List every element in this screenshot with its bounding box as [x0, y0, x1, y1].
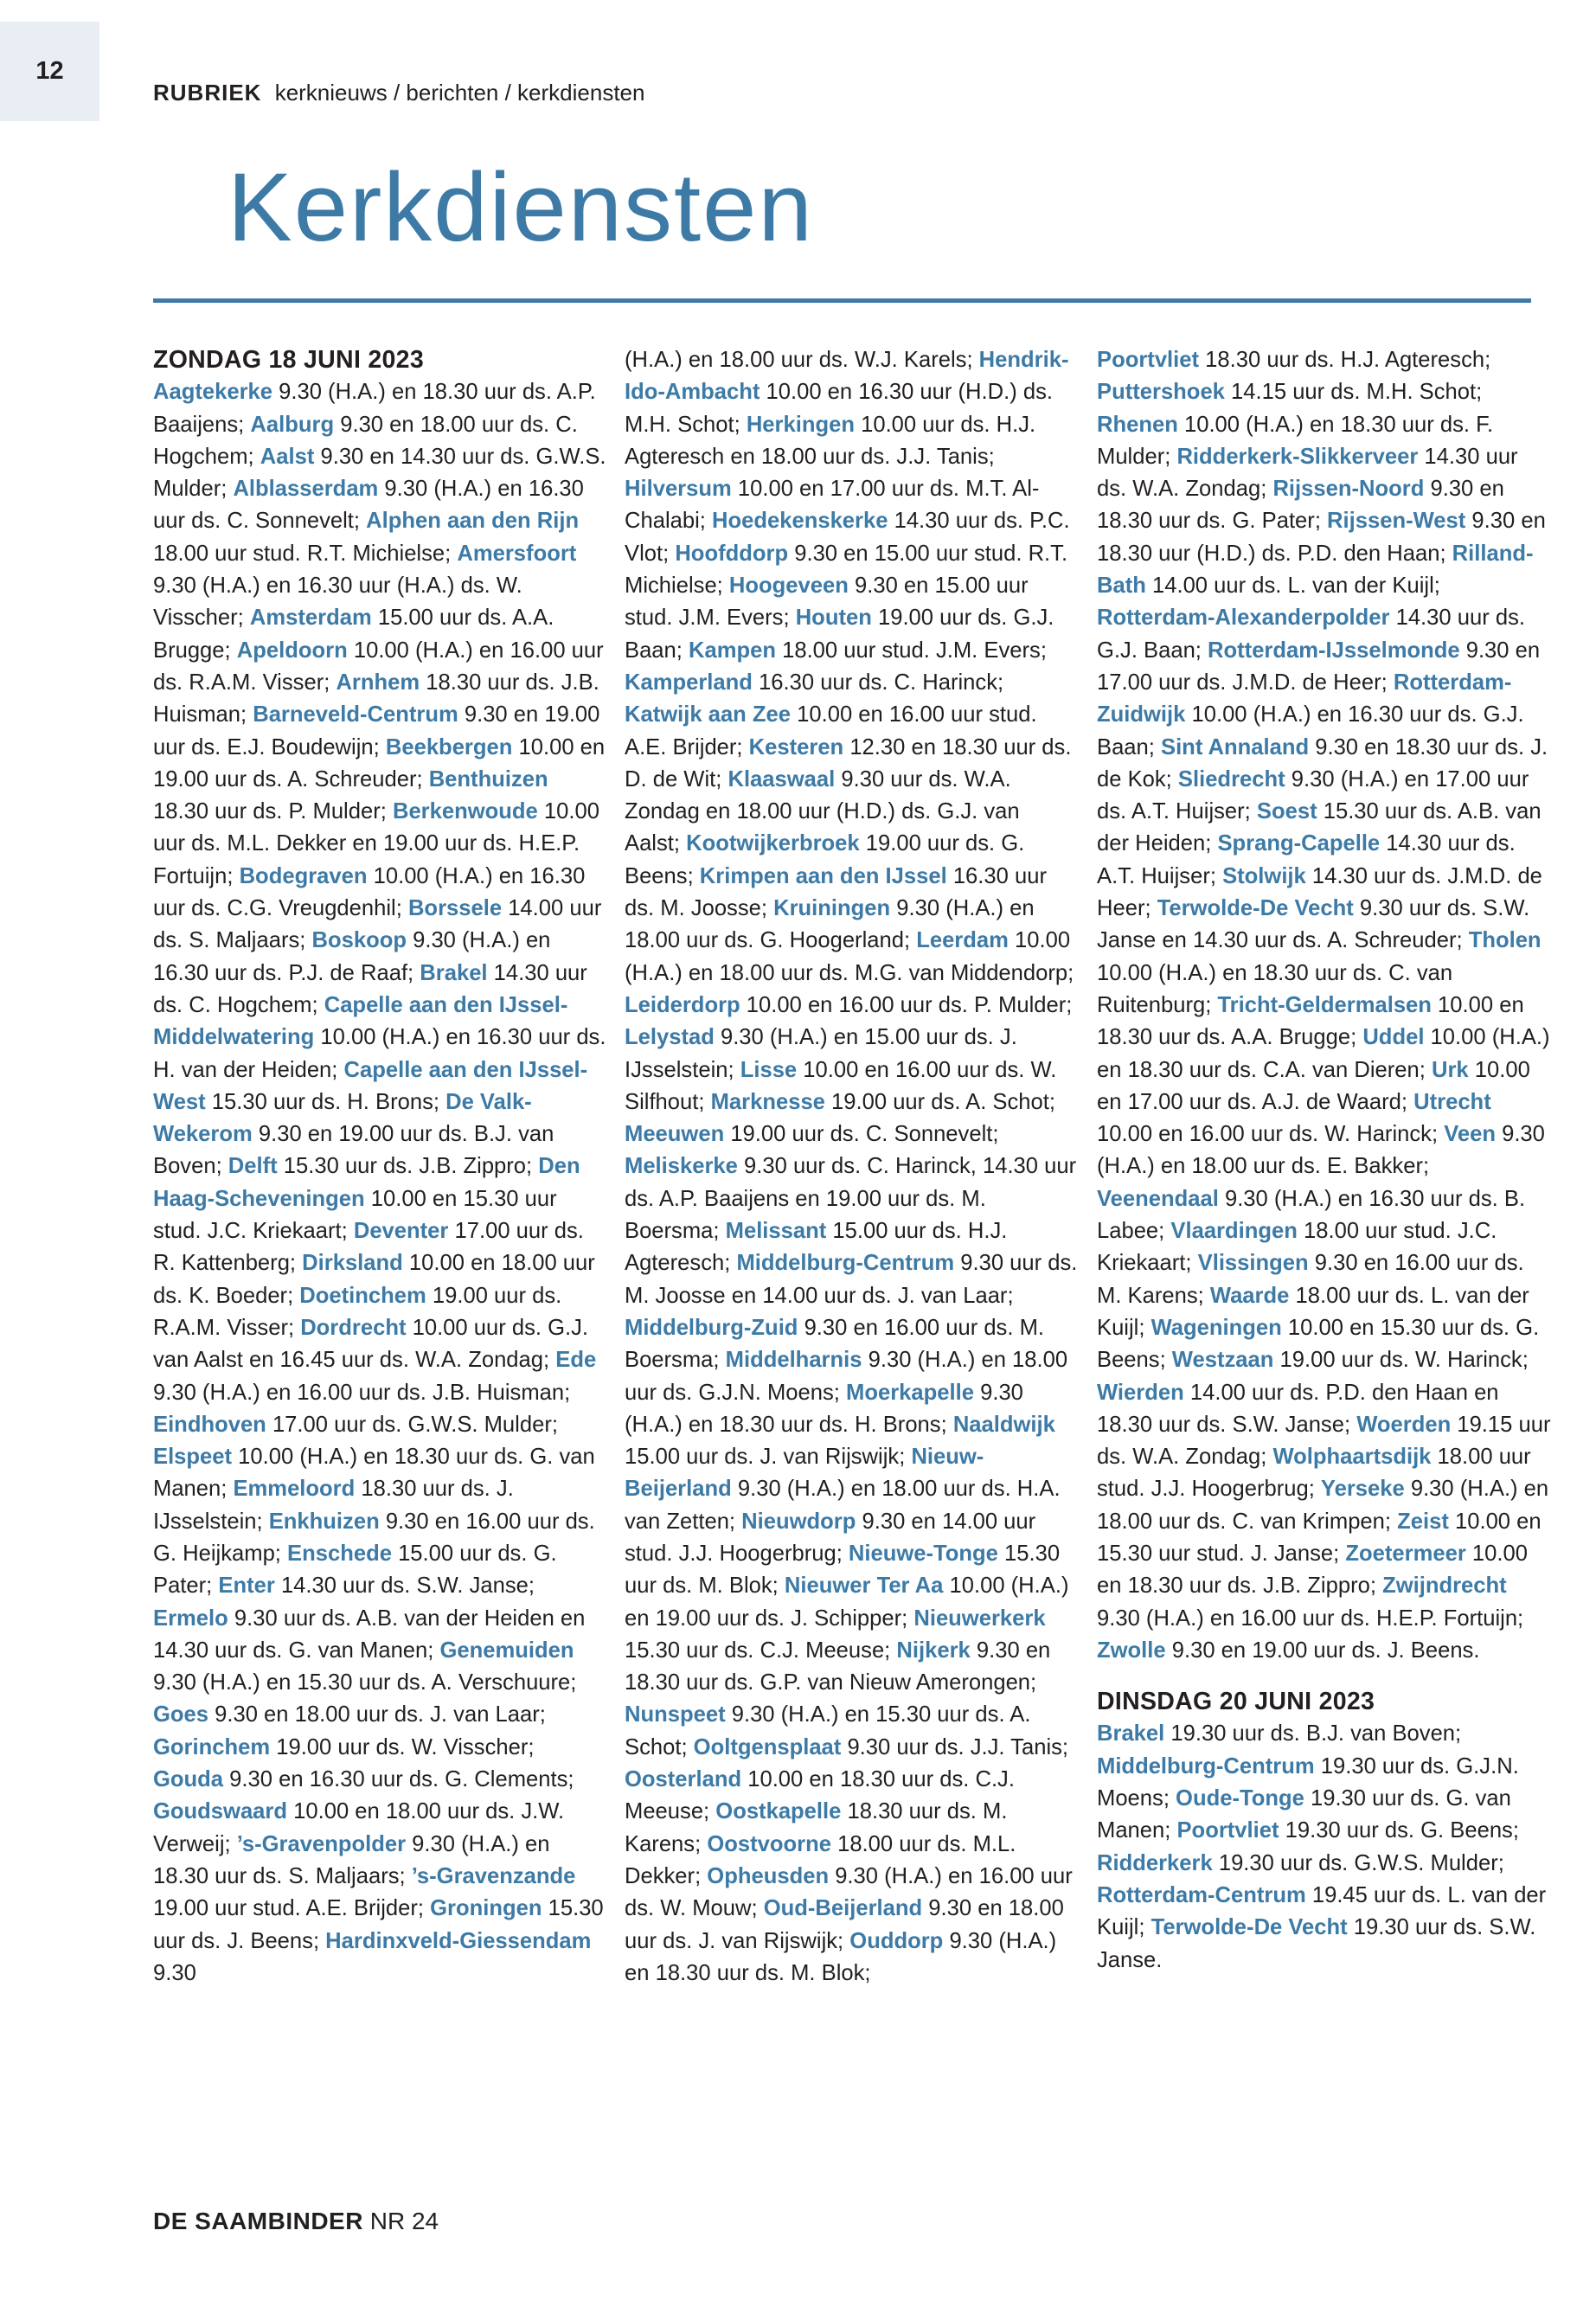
column-2 — [625, 344, 1079, 1990]
service-details: 18.30 uur ds. H.J. Agteresch; — [1199, 348, 1491, 372]
place-name: Ede — [555, 1348, 597, 1373]
service-details: 10.00 en 18.00 uur ds. J.W. Verweij; — [153, 1799, 565, 1856]
place-name: Nijkerk — [896, 1638, 971, 1663]
service-details: 19.30 uur ds. G.J.N. Moens; — [1097, 1753, 1519, 1811]
service-details: 9.30 (H.A.) en 18.00 uur ds. C. van Krimpen; — [1097, 1477, 1549, 1534]
place-name: Katwijk aan Zee — [625, 702, 792, 727]
place-name: Amersfoort — [457, 541, 577, 566]
place-name: Enkhuizen — [268, 1509, 380, 1534]
place-name: Dordrecht — [300, 1315, 407, 1340]
place-name: Tholen — [1468, 928, 1542, 953]
place-name: Nieuwe-Tonge — [848, 1541, 998, 1566]
place-name: Kruiningen — [773, 896, 891, 921]
place-name: Terwolde-De Vecht — [1157, 896, 1354, 921]
service-details: 18.00 uur ds. M.L. Dekker; — [625, 1831, 1016, 1888]
place-name: ’s-Gravenzande — [411, 1863, 576, 1888]
service-details: 10.00 en 15.30 uur stud. J. Janse; — [1097, 1509, 1542, 1566]
service-details: 9.30 en 18.00 uur ds. J. van Laar; — [208, 1702, 546, 1727]
service-details: 19.15 uur ds. W.A. Zondag; — [1097, 1412, 1551, 1470]
service-details: 10.00 (H.A.) en 16.30 uur ds. C.G. Vreugdenhil; — [153, 863, 586, 921]
service-details: 9.30 (H.A.) en 18.30 uur ds. H. Brons; — [625, 1380, 1023, 1437]
service-details: 10.00 (H.A.) en 16.00 uur ds. R.A.M. Visser; — [153, 638, 604, 695]
service-details: 18.00 uur stud. J.J. Hoogerbrug; — [1097, 1445, 1531, 1502]
place-name: Oostkapelle — [715, 1799, 842, 1824]
service-details: 9.30 en 15.00 uur stud. R.T. Michielse; — [625, 541, 1068, 599]
service-details: 9.30 (H.A.) en 18.00 uur ds. E. Bakker; — [1097, 1122, 1545, 1179]
service-details: 9.30 (H.A.) en 16.30 uur (H.A.) ds. W. Visscher; — [153, 574, 522, 631]
service-details: 9.30 en 19.00 uur ds. J. Beens. — [1165, 1638, 1480, 1663]
service-details: 9.30 en 16.00 uur ds. M. Boersma; — [625, 1315, 1045, 1373]
place-name: Goudswaard — [153, 1799, 288, 1824]
service-details: 17.00 uur ds. G.W.S. Mulder; — [266, 1412, 558, 1437]
service-details: 9.30 (H.A.) en 15.30 uur ds. A. Schot; — [625, 1702, 1031, 1759]
place-name: Ridderkerk-Slikkerveer — [1176, 444, 1419, 469]
issue-number: NR 24 — [369, 2208, 439, 2234]
place-name: Enter — [218, 1574, 275, 1599]
service-details: 17.00 uur ds. R. Kattenberg; — [153, 1219, 584, 1276]
service-details: 9.30 en 15.00 uur stud. J.M. Evers; — [625, 574, 1029, 631]
service-details: 14.00 uur ds. S. Maljaars; — [153, 896, 602, 953]
service-details: 16.30 uur ds. C. Harinck; — [752, 670, 1004, 695]
service-details: 14.30 uur ds. S.W. Janse; — [274, 1574, 535, 1599]
service-details: 10.00 (H.A.) en 18.00 uur ds. M.G. van Middendorp; — [625, 928, 1074, 985]
service-details: 10.00 en 18.30 uur ds. C.J. Meeuse; — [625, 1767, 1015, 1824]
service-details: 9.30 (H.A.) en 18.00 uur ds. H.A. van Zetten; — [625, 1477, 1061, 1534]
service-details: 19.00 uur ds. A. Schot; — [824, 1089, 1055, 1114]
place-name: Waarde — [1209, 1283, 1290, 1308]
service-details: 9.30 en 19.00 uur ds. E.J. Boudewijn; — [153, 702, 600, 760]
service-details: 9.30 uur ds. C. Harinck, 14.30 uur ds. A.P. Baaijens en 19.00 uur ds. M. Boersma; — [625, 1154, 1077, 1244]
service-details: 9.30 (H.A.) en 16.00 uur ds. H.E.P. Fortuijn; — [1097, 1606, 1524, 1631]
service-details: 14.00 uur ds. P.D. den Haan en 18.30 uur ds. S.W. Janse; — [1097, 1380, 1499, 1437]
place-name: Rotterdam-Zuidwijk — [1097, 670, 1512, 727]
place-name: Vlaardingen — [1170, 1219, 1298, 1244]
service-details: 9.30 (H.A.) en 18.30 uur ds. M. Blok; — [625, 1928, 1057, 1985]
service-details: 10.00 (H.A.) en 19.00 uur ds. J. Schipper; — [625, 1574, 1069, 1631]
service-details: 18.00 uur stud. J.M. Evers; — [775, 638, 1047, 663]
service-details: 10.00 uur ds. M.L. Dekker en 19.00 uur ds. H.E.P. Fortuijn; — [153, 799, 599, 888]
service-details: 10.00 (H.A.) en 18.30 uur ds. C.A. van Dieren; — [1097, 1025, 1550, 1082]
place-name: Kesteren — [748, 734, 844, 760]
service-details: 14.30 uur ds. J.M.D. de Heer; — [1097, 863, 1542, 921]
service-details: 18.00 uur ds. L. van der Kuijl; — [1097, 1283, 1529, 1340]
place-name: Apeldoorn — [236, 638, 348, 663]
service-details: 9.30 en 19.00 uur ds. B.J. van Boven; — [153, 1122, 554, 1179]
place-name: Houten — [795, 606, 872, 631]
service-details: 10.00 en 16.00 uur ds. W. Harinck; — [1097, 1122, 1445, 1147]
place-name: Nieuw-Beijerland — [625, 1445, 984, 1502]
place-name: Alphen aan den Rijn — [366, 509, 580, 534]
service-details: 10.00 uur ds. G.J. van Aalst en 16.45 uur ds. W.A. Zondag; — [153, 1315, 589, 1373]
footer — [153, 2208, 439, 2235]
service-details: 10.00 (H.A.) en 16.30 uur ds. H. van der Heiden; — [153, 1025, 606, 1082]
service-details: 9.30 uur ds. A.B. van der Heiden en 14.30 uur ds. G. van Manen; — [153, 1606, 586, 1663]
service-details: 10.00 en 18.00 uur ds. K. Boeder; — [153, 1251, 595, 1308]
service-details: 14.15 uur ds. M.H. Schot; — [1224, 380, 1483, 405]
breadcrumb: kerknieuws / berichten / kerkdiensten — [274, 80, 645, 106]
service-details: 19.30 uur ds. G.W.S. Mulder; — [1212, 1850, 1504, 1875]
column-3 — [1097, 344, 1551, 1977]
service-details: 15.00 uur ds. A.A. Brugge; — [153, 606, 554, 663]
place-name: Rijssen-West — [1327, 509, 1466, 534]
service-details: 9.30 en 17.00 uur ds. J.M.D. de Heer; — [1097, 638, 1541, 695]
place-name: Capelle aan den IJssel-West — [153, 1057, 588, 1114]
place-name: Aagtekerke — [153, 380, 273, 405]
place-name: Sint Annaland — [1161, 734, 1310, 760]
place-name: Middelburg-Centrum — [1097, 1753, 1315, 1779]
place-name: Gorinchem — [153, 1734, 271, 1759]
place-name: Bodegraven — [239, 863, 368, 888]
service-details: 9.30 en 18.00 uur ds. C. Hogchem; — [153, 412, 578, 469]
service-details: 9.30 en 16.30 uur ds. G. Clements; — [223, 1767, 574, 1792]
place-name: Opheusden — [707, 1863, 830, 1888]
place-name: Oosterland — [625, 1767, 742, 1792]
place-name: Lisse — [740, 1057, 798, 1082]
service-details: 9.30 uur ds. S.W. Janse en 14.30 uur ds. A. Schreuder; — [1097, 896, 1530, 953]
place-name: Middelburg-Zuid — [625, 1315, 798, 1340]
service-details: 9.30 — [153, 1960, 196, 1985]
place-name: Oud-Beijerland — [763, 1896, 923, 1921]
service-details: 10.00 en 17.00 uur ds. M.T. Al-Chalabi; — [625, 477, 1040, 534]
place-name: Dirksland — [302, 1251, 403, 1276]
service-details: 9.30 en 16.00 uur ds. M. Karens; — [1097, 1251, 1524, 1308]
service-listing — [1097, 344, 1551, 1667]
place-name: Emmeloord — [233, 1477, 356, 1502]
place-name: Doetinchem — [299, 1283, 426, 1308]
service-details: 9.30 en 18.30 uur ds. J. de Kok; — [1097, 734, 1548, 792]
place-name: Lelystad — [625, 1025, 715, 1050]
service-details: 19.00 uur ds. G. Beens; — [625, 831, 1025, 888]
service-details: 9.30 (H.A.) en 18.00 uur ds. G.J.N. Moens; — [625, 1348, 1068, 1405]
place-name: Hendrik-Ido-Ambacht — [625, 348, 1069, 405]
service-details: 10.00 en 16.00 uur ds. W. Silfhout; — [625, 1057, 1057, 1114]
service-details: 19.00 uur ds. C. Sonnevelt; — [724, 1122, 999, 1147]
service-details: 9.30 en 18.30 uur ds. G.P. van Nieuw Amerongen; — [625, 1638, 1051, 1695]
place-name: Elspeet — [153, 1445, 233, 1470]
place-name: Middelharnis — [725, 1348, 862, 1373]
service-details: 10.00 en 15.30 uur stud. J.C. Kriekaart; — [153, 1186, 557, 1244]
place-name: Zwijndrecht — [1382, 1574, 1507, 1599]
service-details: 9.30 uur ds. W.A. Zondag en 18.00 uur (H.D.) ds. G.J. van Aalst; — [625, 766, 1020, 856]
service-details: 19.30 uur ds. G. Beens; — [1279, 1818, 1519, 1843]
place-name: Stolwijk — [1222, 863, 1306, 888]
place-name: Kootwijkerbroek — [686, 831, 860, 856]
place-name: Ridderkerk — [1097, 1850, 1213, 1875]
place-name: Den Haag-Scheveningen — [153, 1154, 580, 1211]
place-name: Soest — [1256, 799, 1317, 824]
service-details: 10.00 en 18.30 uur ds. J.B. Zippro; — [1097, 1541, 1528, 1599]
service-details: 15.30 uur ds. A.B. van der Heiden; — [1097, 799, 1542, 856]
place-name: Berkenwoude — [392, 799, 538, 824]
place-name: Yerseke — [1320, 1477, 1405, 1502]
place-name: Rotterdam-Centrum — [1097, 1882, 1306, 1907]
place-name: Arnhem — [336, 670, 420, 695]
service-details: 10.00 en 16.30 uur (H.D.) ds. M.H. Schot; — [625, 380, 1053, 437]
place-name: Delft — [228, 1154, 278, 1179]
place-name: Hardinxveld-Giessendam — [325, 1928, 592, 1953]
service-details: 18.30 uur ds. J. IJsselstein; — [153, 1477, 514, 1534]
place-name: Kampen — [689, 638, 776, 663]
service-details: 10.00 (H.A.) en 16.30 uur ds. G.J. Baan; — [1097, 702, 1524, 760]
place-name: De Valk-Wekerom — [153, 1089, 532, 1147]
place-name: Sprang-Capelle — [1217, 831, 1381, 856]
place-name: Brakel — [420, 960, 488, 985]
place-name: Melissant — [725, 1219, 827, 1244]
place-name: Oostvoorne — [707, 1831, 831, 1856]
service-details: 9.30 (H.A.) en 18.00 uur ds. G. Hoogerland; — [625, 896, 1035, 953]
place-name: Rilland-Bath — [1097, 541, 1534, 599]
service-details: 14.30 uur ds. P.C. Vlot; — [625, 509, 1070, 566]
title-divider — [153, 298, 1531, 303]
service-details: 9.30 (H.A.) en 17.00 uur ds. A.T. Huijser; — [1097, 766, 1529, 824]
service-details: 14.30 uur ds. G.J. Baan; — [1097, 606, 1525, 663]
place-name: Borssele — [407, 896, 503, 921]
service-details: 9.30 (H.A.) en 16.30 uur ds. C. Sonnevelt; — [153, 477, 584, 534]
service-details: 9.30 (H.A.) en 18.30 uur ds. A.P. Baaijens; — [153, 380, 596, 437]
day-heading: DINSDAG 20 JUNI 2023 — [1097, 1688, 1375, 1716]
service-details: 19.30 uur ds. S.W. Janse. — [1097, 1915, 1536, 1972]
place-name: Middelburg-Centrum — [736, 1251, 955, 1276]
service-details: 15.30 uur ds. M. Blok; — [625, 1541, 1061, 1599]
service-details: 19.00 uur stud. A.E. Brijder; — [153, 1896, 431, 1921]
service-details: 10.00 uur ds. H.J. Agteresch en 18.00 uur ds. J.J. Tanis; — [625, 412, 1036, 469]
service-details: 19.00 uur ds. W. Harinck; — [1273, 1348, 1529, 1373]
place-name: Veen — [1444, 1122, 1496, 1147]
service-listing — [1097, 1718, 1551, 1976]
service-details: 18.30 uur ds. M. Karens; — [625, 1799, 1008, 1856]
service-details: 10.00 (H.A.) en 18.30 uur ds. C. van Ruitenburg; — [1097, 960, 1453, 1017]
place-name: Goes — [153, 1702, 209, 1727]
place-name: Meeuwen — [625, 1122, 725, 1147]
service-details: 15.30 uur ds. J.B. Zippro; — [277, 1154, 539, 1179]
place-name: Gouda — [153, 1767, 224, 1792]
service-details: 9.30 en 16.00 uur ds. G. Heijkamp; — [153, 1509, 595, 1566]
service-details: 14.00 uur ds. L. van der Kuijl; — [1145, 574, 1440, 599]
place-name: Ooltgensplaat — [693, 1734, 842, 1759]
place-name: Urk — [1431, 1057, 1469, 1082]
service-details: 18.00 uur stud. R.T. Michielse; — [153, 541, 458, 566]
place-name: Nieuwdorp — [741, 1509, 856, 1534]
service-details: 10.00 en 15.30 uur ds. G. Beens; — [1097, 1315, 1540, 1373]
place-name: Brakel — [1097, 1721, 1165, 1747]
place-name: Vlissingen — [1197, 1251, 1309, 1276]
place-name: Enschede — [287, 1541, 392, 1566]
service-details: 9.30 en 14.00 uur stud. J.J. Hoogerbrug; — [625, 1509, 1036, 1566]
service-details: 19.45 uur ds. L. van der Kuijl; — [1097, 1882, 1547, 1940]
service-details: 15.00 uur ds. H.J. Agteresch; — [625, 1219, 1008, 1276]
place-name: Capelle aan den IJssel-Middelwatering — [153, 992, 568, 1050]
place-name: Meliskerke — [625, 1154, 738, 1179]
place-name: Aalst — [260, 444, 315, 469]
rubric-label: RUBRIEK — [153, 80, 262, 106]
service-details: 10.00 en 17.00 uur ds. A.J. de Waard; — [1097, 1057, 1530, 1114]
day-heading: ZONDAG 18 JUNI 2023 — [153, 346, 424, 374]
service-details: 9.30 (H.A.) en 16.00 uur ds. J.B. Huisman; — [153, 1380, 571, 1405]
service-details: 10.00 en 19.00 uur ds. A. Schreuder; — [153, 734, 606, 792]
service-details: 10.00 en 16.00 uur stud. A.E. Brijder; — [625, 702, 1037, 760]
service-details: 9.30 en 18.30 uur ds. G. Pater; — [1097, 477, 1504, 534]
service-details: 9.30 uur ds. M. Joosse en 14.00 uur ds. J. van Laar; — [625, 1251, 1078, 1308]
service-details: 12.30 en 18.30 uur ds. D. de Wit; — [625, 734, 1072, 792]
place-name: Barneveld-Centrum — [253, 702, 458, 727]
place-name: Oude-Tonge — [1176, 1786, 1304, 1811]
place-name: Ermelo — [153, 1606, 228, 1631]
service-details: 10.00 en 16.00 uur ds. P. Mulder; — [740, 992, 1073, 1017]
place-name: Moerkapelle — [846, 1380, 974, 1405]
place-name: Alblasserdam — [233, 477, 379, 502]
service-details: 15.30 uur ds. H. Brons; — [205, 1089, 446, 1114]
service-details: 9.30 uur ds. J.J. Tanis; — [841, 1734, 1069, 1759]
place-name: Nieuwer Ter Aa — [784, 1574, 944, 1599]
service-details: 9.30 (H.A.) en 16.30 uur ds. B. Labee; — [1097, 1186, 1526, 1244]
service-details: 10.00 (H.A.) en 18.30 uur ds. G. van Manen; — [153, 1445, 595, 1502]
page-number-box — [0, 22, 99, 121]
place-name: Nieuwerkerk — [913, 1606, 1046, 1631]
service-details: 19.00 uur ds. W. Visscher; — [270, 1734, 535, 1759]
place-name: Woerden — [1356, 1412, 1452, 1437]
place-name: Deventer — [353, 1219, 449, 1244]
service-listing — [153, 376, 607, 1990]
service-details: 15.00 uur ds. J. van Rijswijk; — [625, 1445, 912, 1470]
service-details: 15.00 uur ds. G. Pater; — [153, 1541, 557, 1599]
place-name: Puttershoek — [1097, 380, 1225, 405]
place-name: Krimpen aan den IJssel — [699, 863, 947, 888]
place-name: Tricht-Geldermalsen — [1217, 992, 1432, 1017]
service-details: 19.00 uur ds. R.A.M. Visser; — [153, 1283, 562, 1340]
place-name: Zwolle — [1097, 1638, 1166, 1663]
place-name: Leerdam — [916, 928, 1009, 953]
service-details: 14.30 uur ds. A.T. Huijser; — [1097, 831, 1516, 888]
service-details: 10.00 en 18.30 uur ds. A.A. Brugge; — [1097, 992, 1524, 1050]
service-details: 18.30 uur ds. P. Mulder; — [153, 799, 393, 824]
place-name: Klaaswaal — [727, 766, 836, 792]
place-name: ’s-Gravenpolder — [236, 1831, 407, 1856]
place-name: Eindhoven — [153, 1412, 266, 1437]
place-name: Hoogeveen — [728, 574, 849, 599]
place-name: Leiderdorp — [625, 992, 740, 1017]
service-details: 16.30 uur ds. M. Joosse; — [625, 863, 1047, 921]
place-name: Uddel — [1362, 1025, 1425, 1050]
service-details: 9.30 (H.A.) en 16.00 uur ds. W. Mouw; — [625, 1863, 1073, 1921]
place-name: Boskoop — [311, 928, 407, 953]
column-1 — [153, 344, 607, 1990]
section-header — [153, 80, 644, 106]
page-number: 12 — [35, 57, 64, 85]
place-name: Veenendaal — [1097, 1186, 1219, 1211]
place-name: Benthuizen — [428, 766, 548, 792]
place-name: Sliedrecht — [1177, 766, 1285, 792]
place-name: Westzaan — [1171, 1348, 1274, 1373]
place-name: Terwolde-De Vecht — [1151, 1915, 1348, 1940]
place-name: Rijssen-Noord — [1272, 477, 1425, 502]
service-details: 19.30 uur ds. B.J. van Boven; — [1164, 1721, 1462, 1747]
place-name: Kamperland — [625, 670, 753, 695]
service-details: 10.00 (H.A.) en 18.30 uur ds. F. Mulder; — [1097, 412, 1494, 469]
service-details: 9.30 en 18.30 uur (H.D.) ds. P.D. den Haan; — [1097, 509, 1546, 566]
service-details: 9.30 (H.A.) en 16.30 uur ds. P.J. de Raaf; — [153, 928, 551, 985]
service-details: 14.30 uur ds. C. Hogchem; — [153, 960, 587, 1017]
service-details: 18.00 uur stud. J.C. Kriekaart; — [1097, 1219, 1497, 1276]
place-name: Herkingen — [746, 412, 855, 437]
place-name: Ouddorp — [849, 1928, 944, 1953]
service-details: 19.30 uur ds. G. van Manen; — [1097, 1786, 1511, 1843]
service-details: 18.30 uur ds. J.B. Huisman; — [153, 670, 599, 727]
place-name: Utrecht — [1413, 1089, 1491, 1114]
place-name: Poortvliet — [1176, 1818, 1279, 1843]
place-name: Genemuiden — [439, 1638, 574, 1663]
place-name: Zeist — [1397, 1509, 1449, 1534]
service-details: 19.00 uur ds. G.J. Baan; — [625, 606, 1054, 663]
place-name: Rotterdam-IJsselmonde — [1208, 638, 1460, 663]
publication-name: DE SAAMBINDER — [153, 2208, 363, 2234]
service-details: 9.30 (H.A.) en 15.30 uur ds. A. Verschuure; — [153, 1670, 577, 1695]
service-details: 9.30 (H.A.) en 15.00 uur ds. J. IJsselstein; — [625, 1025, 1017, 1082]
place-name: Hilversum — [625, 477, 732, 502]
service-listing — [625, 344, 1079, 1990]
place-name: Poortvliet — [1097, 348, 1200, 372]
place-name: Hoedekenskerke — [712, 509, 888, 534]
service-details: 15.30 uur ds. C.J. Meeuse; — [625, 1638, 897, 1663]
service-details: 14.30 uur ds. W.A. Zondag; — [1097, 444, 1518, 502]
place-name: Wierden — [1097, 1380, 1184, 1405]
service-details: 9.30 en 14.30 uur ds. G.W.S. Mulder; — [153, 444, 606, 502]
service-details: (H.A.) en 18.00 uur ds. W.J. Karels; — [625, 348, 979, 372]
place-name: Amsterdam — [249, 606, 372, 631]
place-name: Beekbergen — [385, 734, 513, 760]
service-details: 9.30 (H.A.) en 18.30 uur ds. S. Maljaars; — [153, 1831, 550, 1888]
place-name: Rotterdam-Alexanderpolder — [1097, 606, 1390, 631]
place-name: Aalburg — [250, 412, 335, 437]
place-name: Hoofddorp — [675, 541, 789, 566]
service-details: 15.30 uur ds. J. Beens; — [153, 1896, 604, 1953]
place-name: Wageningen — [1151, 1315, 1282, 1340]
place-name: Naaldwijk — [952, 1412, 1055, 1437]
place-name: Groningen — [430, 1896, 542, 1921]
place-name: Marknesse — [710, 1089, 825, 1114]
place-name: Nunspeet — [625, 1702, 726, 1727]
place-name: Rhenen — [1097, 412, 1178, 437]
place-name: Wolphaartsdijk — [1272, 1445, 1432, 1470]
page-title: Kerkdiensten — [228, 153, 814, 261]
service-details: 9.30 en 18.00 uur ds. J. van Rijswijk; — [625, 1896, 1064, 1953]
place-name: Zoetermeer — [1345, 1541, 1466, 1566]
